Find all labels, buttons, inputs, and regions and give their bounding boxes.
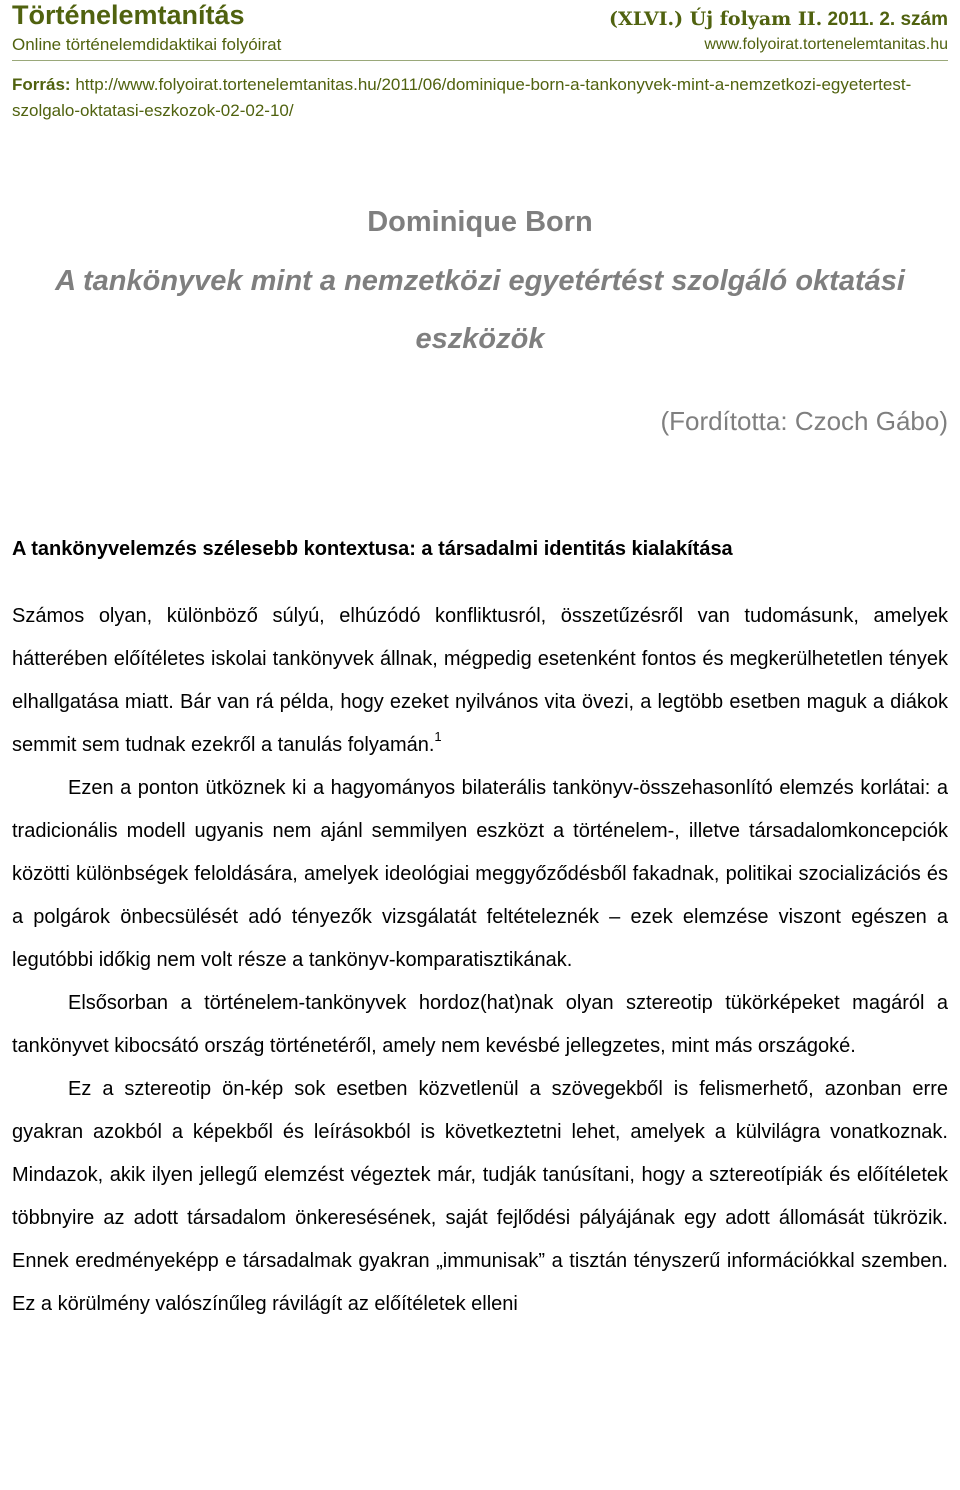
footnote-marker[interactable]: 1 — [434, 729, 442, 744]
article-body — [12, 595, 948, 1326]
header-divider — [12, 60, 948, 61]
paragraph-1-text: Számos olyan, különböző súlyú, elhúzódó konfliktusról, összetűzésről van tudomásunk, amelyek hátterében előítéletes iskolai tankönyvek állnak, mégpedig esetenként fontos és megkerülhetetlen tények elhallgatása miatt. Bár van rá példa, hogy ezeket nyilvános vita övezi, a legtöbb esetben maguk a diákok semmit sem tudnak ezekről a tanulás folyamán. — [12, 605, 948, 756]
paragraph-1 — [12, 595, 948, 767]
site-url[interactable]: www.folyoirat.tortenelemtanitas.hu — [704, 36, 948, 53]
translator-credit: (Fordította: Czoch Gábo) — [660, 406, 948, 436]
issue-volume: (XLVI.) Új folyam II. — [609, 8, 823, 30]
section-heading: A tankönyvelemzés szélesebb kontextusa: a társadalmi identitás kialakítása — [12, 538, 733, 560]
paragraph-4: Ez a sztereotip ön-kép sok esetben közvetlenül a szövegekből is felismerhető, azonban erre gyakran azokból a képekből és leírásokból is következtetni lehet, amelyek a külvilágra vonatkoznak. Mindazok, akik ilyen jellegű elemzést végeztek már, tudják tanúsítani, hogy a sztereotípiák és előítéletek többnyire az adott társadalom önkeresésének, saját fejlődési pályájának egy adott állomását tükrözik. Ennek eredményeképp e társadalmak gyakran „immunisak” a tisztán tényszerű információkkal szemben. Ez a körülmény valószínűleg rávilágít az előítéletek elleni — [12, 1078, 948, 1315]
article-author: Dominique Born — [367, 206, 593, 238]
journal-subtitle: Online történelemdidaktikai folyóirat — [12, 35, 282, 54]
article-title: A tankönyvek mint a nemzetközi egyetértést szolgáló oktatási eszközök — [55, 265, 905, 355]
source-line — [12, 72, 948, 124]
paragraph-2: Ezen a ponton ütköznek ki a hagyományos bilaterális tankönyv-összehasonlító elemzés korlátai: a tradicionális modell ugyanis nem ajánl semmilyen eszközt a történelem-, illetve társadalomkoncepciók közötti különbségek feloldására, amelyek ideológiai meggyőződésből fakadnak, politikai szocializációs és a polgárok önbecsülését adó tényezők vizsgálatát feltételeznék – ezek elemzése viszont egészen a legutóbbi időkig nem volt része a tankönyv-komparatisztikának. — [12, 777, 948, 971]
source-link[interactable]: http://www.folyoirat.tortenelemtanitas.hu/2011/06/dominique-born-a-tankonyvek-mint-a-nemzetkozi-egyetertest-szolgalo-oktatasi-eszkozok-02-02-10/ — [12, 75, 912, 120]
issue-number: 2011. 2. szám — [822, 9, 948, 30]
paragraph-3: Elsősorban a történelem-tankönyvek hordoz(hat)nak olyan sztereotip tükörképeket magáról a tankönyvet kibocsátó ország történetéről, amely nem kevésbé jellegzetes, mint más országoké. — [12, 992, 948, 1057]
source-label: Forrás: — [12, 75, 71, 94]
journal-title: Történelemtanítás — [12, 0, 245, 30]
issue-info — [609, 8, 948, 31]
